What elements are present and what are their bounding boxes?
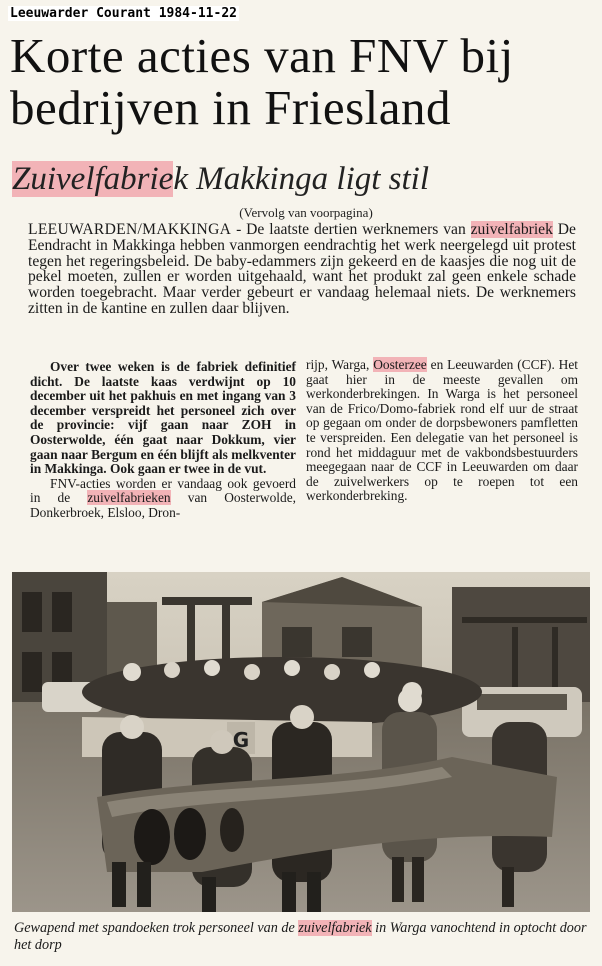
lead-text-a: - De laatste dertien werknemers van (231, 221, 471, 238)
left-p2-text-b: van Oosterwolde, Donkerbroek, Elsloo, Dron- (30, 490, 296, 520)
headline-line-1: Korte acties van FNV bij (10, 28, 514, 83)
subhead-rest: k Makkinga ligt stil (173, 161, 430, 197)
lead-paragraph (28, 222, 576, 317)
subheadline (12, 160, 592, 198)
caption-text-a: Gewapend met spandoeken trok personeel van de (14, 920, 299, 936)
caption-text-b: in Warga vanochtend in optocht door het dorp (14, 920, 587, 953)
right-column (306, 358, 578, 504)
banner-letter: G (232, 728, 250, 752)
subhead-highlight: Zuivelfabrie (12, 161, 174, 197)
dateline: LEEUWARDEN/MAKKINGA (28, 221, 232, 238)
right-highlight: Oosterzee (373, 357, 427, 372)
photo-caption (14, 920, 594, 953)
lead-text-b: De Eendracht in Makkinga hebben vanmorgen eendrachtig het werk neergelegd uit protest tegen het regeringsbeleid. De baby-edammers zijn gekeerd en de kaasjes die nog uit de pekel moeten, zullen er worden uitgehaald, want het produkt zal geen enkele schade worden toegebracht. Maar verder gebeurt er vandaag helemaal niets. De werknemers zitten in de kantine en zullen daar blijven. (28, 221, 576, 317)
left-paragraph-2 (30, 477, 296, 521)
right-text-a: rijp, Warga, (306, 357, 374, 372)
left-p2-highlight: zuivelfabrieken (87, 490, 171, 506)
left-p2-text-a: FNV-acties worden er vandaag ook gevoerd in de (30, 475, 296, 506)
continued-note: (Vervolg van voorpagina) (239, 205, 373, 220)
protest-march-photo (12, 572, 590, 912)
left-bold-paragraph: Over twee weken is de fabriek definitief dicht. De laatste kaas verdwijnt op 10 december uit het pakhuis en met ingang van 3 december verspreidt het personeel zich over de provincie: vijf gaan naar ZOH in Oosterwolde, één gaat naar Dokkum, vier gaan naar Bergum en één blijft als melkventer in Makkinga. Ook gaan er twee in de vut. (30, 359, 296, 477)
caption-highlight: zuivelfabriek (298, 920, 372, 936)
masthead: Leeuwarder Courant 1984-11-22 (10, 6, 237, 21)
lead-highlight: zuivelfabriek (470, 221, 553, 238)
headline (10, 30, 595, 134)
right-text-b: en Leeuwarden (CCF). Het gaat hier in de meeste gevallen om werkonderbrekingen. In Warga is het personeel van de Frico/Domo-fabriek rond elf uur de straat op gegaan om onder de dorpsbewoners pamfletten te verspreiden. Een delegatie van het personeel is rond het middaguur met de vakbondsbestuurders meegegaan naar de CCF in Leeuwarden om daar de zuivelwerkers op te roepen tot een werkonderbreking. (306, 357, 579, 504)
news-photo (12, 572, 590, 912)
headline-line-2: bedrijven in Friesland (10, 80, 452, 135)
right-paragraph (306, 358, 578, 504)
left-column (30, 360, 296, 521)
